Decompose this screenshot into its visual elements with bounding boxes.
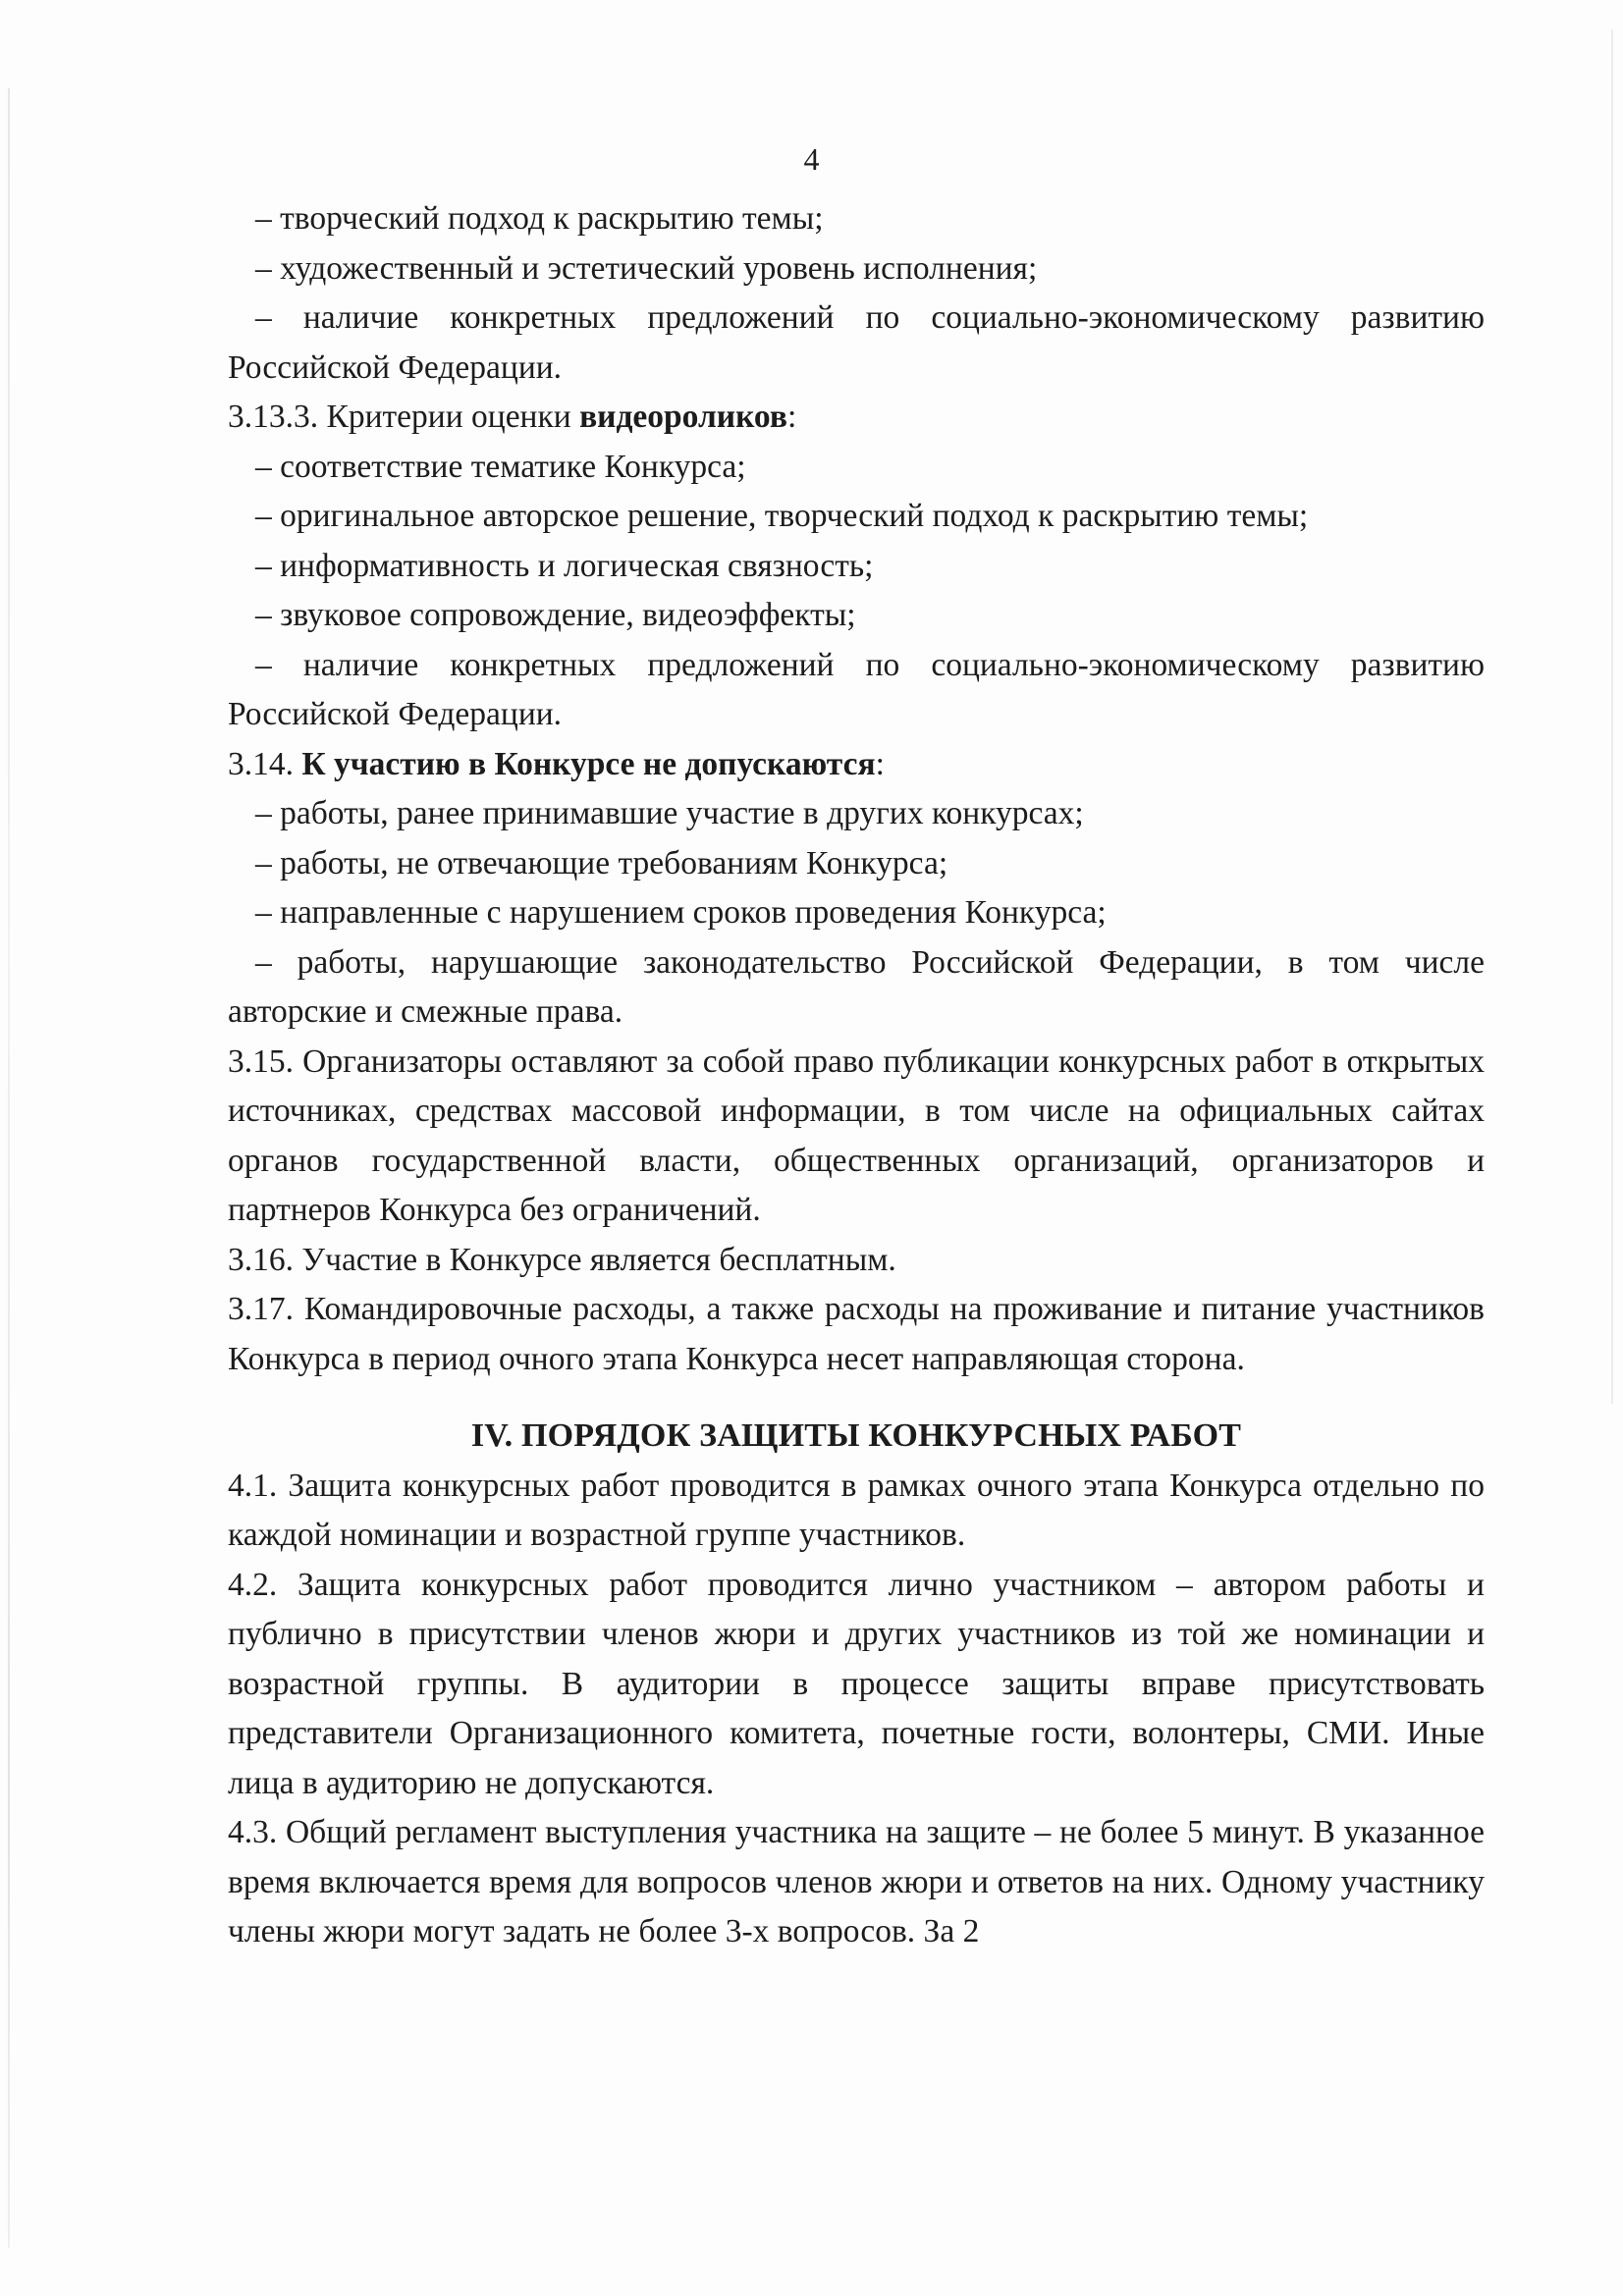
scan-edge-left — [8, 88, 10, 2248]
page-number: 4 — [803, 141, 820, 177]
list-item: – творческий подход к раскрытию темы; — [255, 200, 824, 237]
section-number: 3.13.3. Критерии оценки — [228, 399, 580, 435]
paragraph-4-3: 4.3. Общий регламент выступления участника на защите – не более 5 минут. В указанное время включается время для вопросов членов жюри и ответов на них. Одному участнику члены жюри могут задать не более 3-х вопросов. За 2 — [228, 1814, 1485, 1949]
paragraph-4-2: 4.2. Защита конкурсных работ проводится лично участником – автором работы и публично в присутствии членов жюри и других участников из той же номинации и возрастной группы. В аудитории в процессе защиты вправе присутствовать представители Организационного комитета, почетные гости, волонтеры, СМИ. Иные лица в аудиторию не допускаются. — [228, 1566, 1485, 1801]
list-item: – соответствие тематике Конкурса; — [255, 448, 746, 485]
list-item: – работы, не отвечающие требованиям Конкурса; — [255, 844, 948, 881]
list-item: – информативность и логическая связность; — [255, 547, 874, 584]
list-item: – работы, нарушающие законодательство Российской Федерации, в том числе авторские и смежные права. — [228, 943, 1485, 1030]
section-criteria-video — [228, 393, 1485, 443]
list-item: – художественный и эстетический уровень исполнения; — [255, 249, 1038, 287]
scan-edge-right — [1611, 29, 1613, 1404]
paragraph-4-1: 4.1. Защита конкурсных работ проводится в рамках очного этапа Конкурса отдельно по каждой номинации и возрастной группе участников. — [228, 1467, 1485, 1553]
paragraph-3-16: 3.16. Участие в Конкурсе является бесплатным. — [228, 1241, 896, 1278]
list-item: – направленные с нарушением сроков проведения Конкурса; — [255, 894, 1107, 931]
section-number: 3.14. — [228, 745, 302, 782]
document-body — [228, 194, 1485, 1957]
paragraph-3-17: 3.17. Командировочные расходы, а также расходы на проживание и питание участников Конкурса в период очного этапа Конкурса несет направляющая сторона. — [228, 1291, 1485, 1377]
section-keyword: видеороликов — [579, 399, 787, 435]
section-heading: IV. ПОРЯДОК ЗАЩИТЫ КОНКУРСНЫХ РАБОТ — [470, 1417, 1242, 1454]
section-suffix: : — [786, 399, 797, 435]
paragraph-3-15: 3.15. Организаторы оставляют за собой право публикации конкурсных работ в открытых источниках, средствах массовой информации, в том числе на официальных сайтах органов государственной власти, общественных организаций, организаторов и партнеров Конкурса без ограничений. — [228, 1042, 1485, 1228]
section-not-admitted — [228, 740, 1485, 790]
section-keyword: К участию в Конкурсе не допускаются — [301, 745, 876, 782]
list-item: – оригинальное авторское решение, творческий подход к раскрытию темы; — [255, 498, 1309, 534]
list-item: – наличие конкретных предложений по социально-экономическому развитию Российской Федерации. — [228, 646, 1485, 732]
list-item: – наличие конкретных предложений по социально-экономическому развитию Российской Федерации. — [228, 299, 1485, 386]
list-item: – звуковое сопровождение, видеоэффекты; — [255, 597, 856, 633]
section-suffix: : — [875, 745, 885, 782]
list-item: – работы, ранее принимавшие участие в других конкурсах; — [255, 795, 1084, 831]
